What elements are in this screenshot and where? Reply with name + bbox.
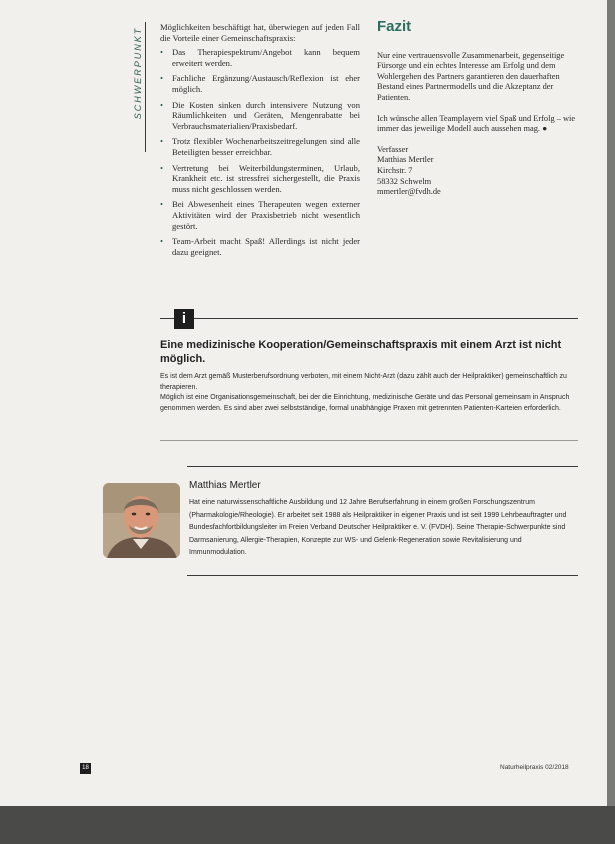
page-number: 18 (80, 763, 91, 774)
author-block (377, 145, 581, 198)
author-name: Matthias Mertler (377, 155, 434, 165)
info-box-bottom-rule (160, 440, 578, 441)
info-box-top-rule (160, 318, 578, 319)
bio-name: Matthias Mertler (189, 480, 261, 491)
list-item: • Vertretung bei Weiterbildungsterminen, Urlaub, Krankheit etc. ist stressfrei sichergestellt, die Praxis muss nicht geschlossen werden. (160, 163, 360, 195)
page-edge (607, 0, 615, 806)
bio-top-rule (187, 466, 578, 467)
advantages-list (160, 47, 360, 257)
fazit-column (377, 18, 581, 198)
scanner-background (0, 806, 615, 844)
info-box-paragraph: Möglich ist eine Organisationsgemeinschaft, bei der die Einrichtung, medizinische Geräte und das Personal gemeinsam in Anspruch genommen werden. Es sind aber zwei selbstständige, formal unabhängige Praxen mit getrennten Patienten-Karteien erforderlich. (160, 394, 570, 412)
author-label: Verfasser (377, 144, 409, 154)
list-item: • Die Kosten sinken durch intensivere Nutzung von Räumlichkeiten und Geräten, Mengenrabatte bei Verbrauchsmaterialien/Praxisbedarf. (160, 100, 360, 132)
list-item: • Fachliche Ergänzung/Austausch/Reflexion ist eher möglich. (160, 73, 360, 94)
author-city: 58332 Schwelm (377, 176, 432, 186)
list-item: • Team-Arbeit macht Spaß! Allerdings ist nicht jeder dazu geeignet. (160, 236, 360, 257)
author-photo (103, 483, 180, 558)
list-item: • Das Therapiespektrum/Angebot kann bequem erweitert werden. (160, 47, 360, 68)
fazit-paragraph: Nur eine vertrauensvolle Zusammenarbeit, gegenseitige Fürsorge und ein echtes Interesse am Erfolg und dem Wohlergehen des Partners garantieren den dauerhaften Bestand eines Partnermodells und die Akzeptanz der Patienten. (377, 50, 565, 102)
fazit-paragraph: Ich wünsche allen Teamplayern viel Spaß und Erfolg – wie immer das jeweilige Modell auch aussehen mag. ● (377, 113, 576, 134)
publication-issue: Naturheilpraxis 02/2018 (500, 764, 569, 771)
info-box-text (160, 372, 580, 414)
list-item: • Trotz flexibler Wochenarbeitszeitregelungen sind alle Beteiligten besser erreichbar. (160, 136, 360, 157)
left-column (160, 22, 360, 262)
info-box-paragraph: Es ist dem Arzt gemäß Musterberufsordnung verboten, mit einem Nicht-Arzt (dazu zählt auch der Heilpraktiker) gemeinschaftlich zu therapieren. (160, 373, 567, 391)
section-divider (145, 22, 146, 152)
author-portrait-image (103, 483, 180, 558)
fazit-heading: Fazit (377, 18, 412, 35)
section-label-text: SCHWERPUNKT (133, 26, 143, 120)
intro-text: Möglichkeiten beschäftigt hat, überwiegen auf jeden Fall die Vorteile einer Gemeinschaftspraxis: (160, 22, 360, 43)
info-box-title: Eine medizinische Kooperation/Gemeinschaftspraxis mit einem Arzt ist nicht möglich. (160, 339, 562, 365)
author-email: mmertler@fvdh.de (377, 187, 441, 197)
list-item: • Bei Abwesenheit eines Therapeuten wegen externer Aktivitäten wird der Praxisbetrieb nicht wesentlich gestört. (160, 199, 360, 231)
bio-bottom-rule (187, 575, 578, 576)
info-icon: i (174, 309, 194, 329)
bio-text: Hat eine naturwissenschaftliche Ausbildung und 12 Jahre Berufserfahrung in einem großen Forschungszentrum (Pharmakologie/Rheologie). Er arbeitet seit 1988 als Heilpraktiker in eigener Praxis und ist seit 1999 Lehrbeauftragter und Bundesfachfortbildungsleiter im Freien Verband Deutscher Heilpraktiker e. V. (FVDH). Seine Therapie-Schwerpunkte sind Darmsanierung, Allergie-Therapien, Konzepte zur WS- und Gelenk-Regeneration sowie Revitalisierung und Immunmodulation. (189, 499, 567, 556)
author-street: Kirchstr. 7 (377, 165, 413, 175)
